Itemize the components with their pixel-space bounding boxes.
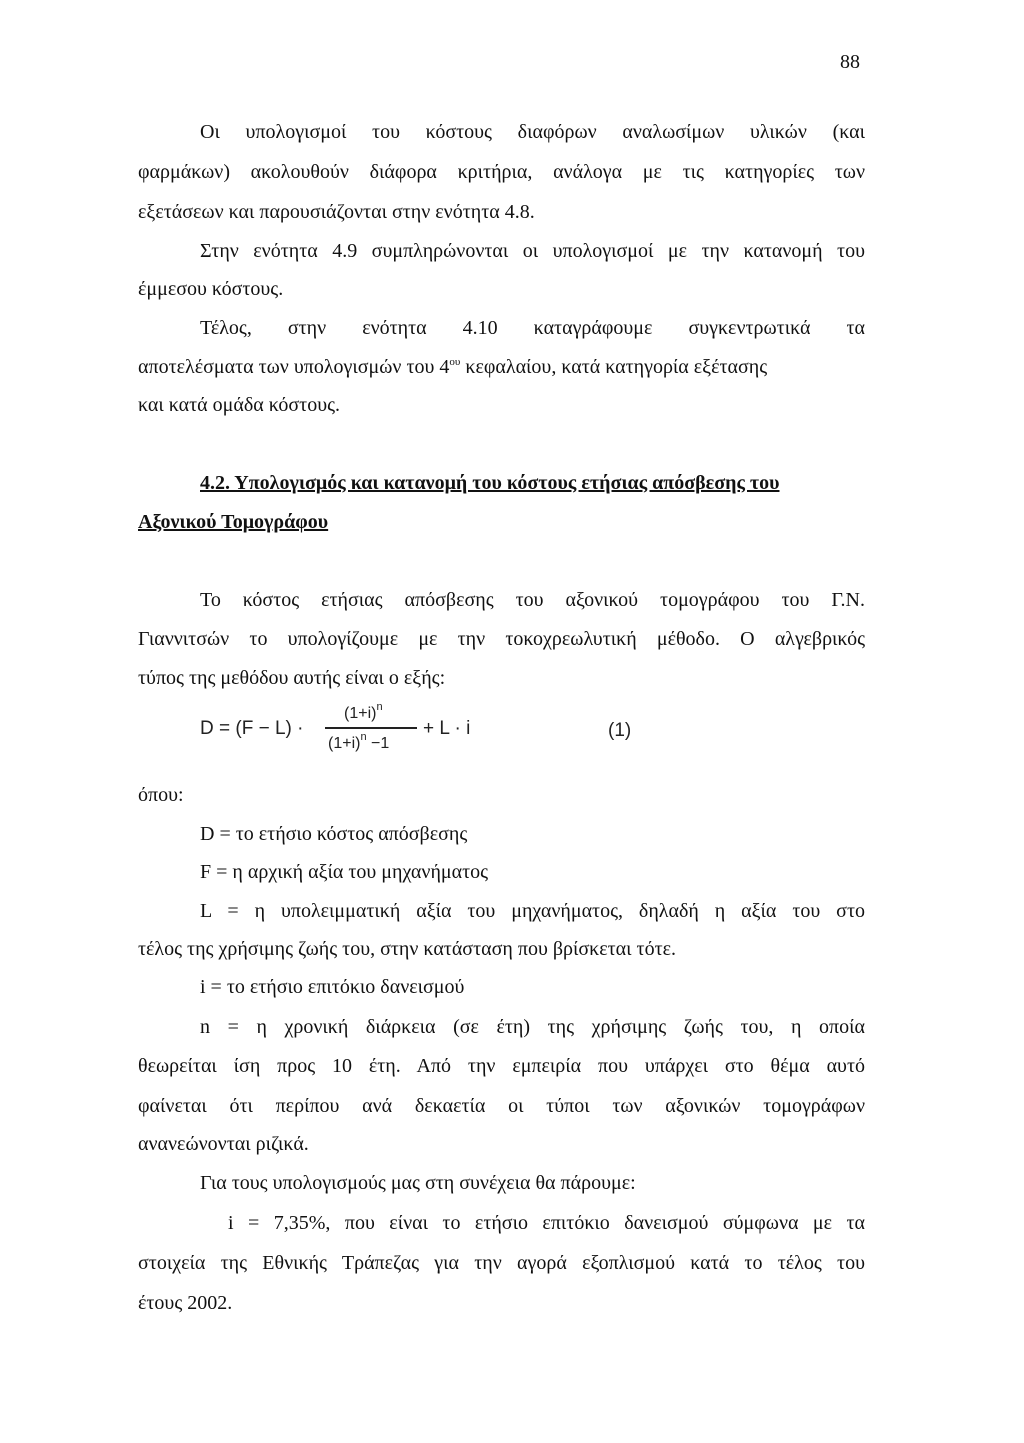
paragraph-line: Για τους υπολογισμούς μας στη συνέχεια θα πάρουμε:	[200, 1172, 636, 1194]
formula-text: (1+i)	[328, 735, 361, 752]
paragraph-line: φαρμάκων) ακολουθούν διάφορα κριτήρια, ανάλογα με τις κατηγορίες των	[138, 161, 865, 183]
definition-line: i = το ετήσιο επιτόκιο δανεισμού	[200, 976, 465, 998]
paragraph-line: Στην ενότητα 4.9 συμπληρώνονται οι υπολογισμοί με την κατανομή του	[200, 240, 865, 262]
superscript: ου	[449, 356, 461, 368]
definition-line: τέλος της χρήσιμης ζωής του, στην κατάσταση που βρίσκεται τότε.	[138, 938, 677, 960]
paragraph-line: εξετάσεων και παρουσιάζονται στην ενότητα 4.8.	[138, 201, 535, 223]
formula-superscript: n	[376, 701, 383, 713]
paragraph-line: i = 7,35%, που είναι το ετήσιο επιτόκιο δανεισμού σύμφωνα με τα	[228, 1212, 865, 1234]
formula-denominator	[328, 731, 390, 752]
text-span: αποτελέσματα των υπολογισμών του 4	[138, 356, 450, 378]
definition-line: L = η υπολειμματική αξία του μηχανήματος, δηλαδή η αξία του στο	[200, 900, 865, 922]
paragraph-line: τύπος της μεθόδου αυτής είναι ο εξής:	[138, 667, 446, 689]
formula-lhs: D = (F − L) ·	[200, 718, 304, 739]
paragraph-line	[138, 357, 767, 377]
section-heading: 4.2. Υπολογισμός και κατανομή του κόστους ετήσιας απόσβεσης του	[200, 472, 780, 494]
equation-number: (1)	[608, 720, 632, 741]
page-number: 88	[840, 51, 860, 73]
paragraph-line: Γιαννιτσών το υπολογίζουμε με την τοκοχρεωλυτική μέθοδο. Ο αλγεβρικός	[138, 628, 865, 650]
definition-line: n = η χρονική διάρκεια (σε έτη) της χρήσιμης ζωής του, η οποία	[200, 1016, 865, 1038]
paragraph-line: έτους 2002.	[138, 1292, 233, 1314]
fraction-bar	[325, 727, 417, 729]
paragraph-line: Τέλος, στην ενότητα 4.10 καταγράφουμε συγκεντρωτικά τα	[200, 317, 865, 339]
formula-tail: + L · i	[423, 718, 471, 739]
definition-line: φαίνεται ότι περίπου ανά δεκαετία οι τύποι των αξονικών τομογράφων	[138, 1095, 865, 1117]
paragraph-line: και κατά ομάδα κόστους.	[138, 394, 341, 416]
definition-line: ανανεώνονται ριζικά.	[138, 1133, 309, 1155]
formula-numerator	[344, 701, 383, 722]
definition-line: D = το ετήσιο κόστος απόσβεσης	[200, 823, 468, 845]
paragraph-line: έμμεσου κόστους.	[138, 278, 284, 300]
text-span: κεφαλαίου, κατά κατηγορία εξέτασης	[460, 356, 768, 378]
section-heading-continued: Αξονικού Τομογράφου	[138, 511, 329, 533]
paragraph-line: Το κόστος ετήσιας απόσβεσης του αξονικού τομογράφου του Γ.Ν.	[200, 589, 865, 611]
formula-text: (1+i)	[344, 705, 377, 722]
definition-line: F = η αρχική αξία του μηχανήματος	[200, 861, 489, 883]
formula-text: −1	[366, 735, 390, 752]
definition-line: θεωρείται ίση προς 10 έτη. Από την εμπειρία που υπάρχει στο θέμα αυτό	[138, 1055, 865, 1077]
where-label: όπου:	[138, 784, 184, 806]
paragraph-line: στοιχεία της Εθνικής Τράπεζας για την αγορά εξοπλισμού κατά το τέλος του	[138, 1252, 865, 1274]
paragraph-line: Οι υπολογισμοί του κόστους διαφόρων αναλωσίμων υλικών (και	[200, 121, 865, 143]
formula-superscript: n	[360, 731, 367, 743]
